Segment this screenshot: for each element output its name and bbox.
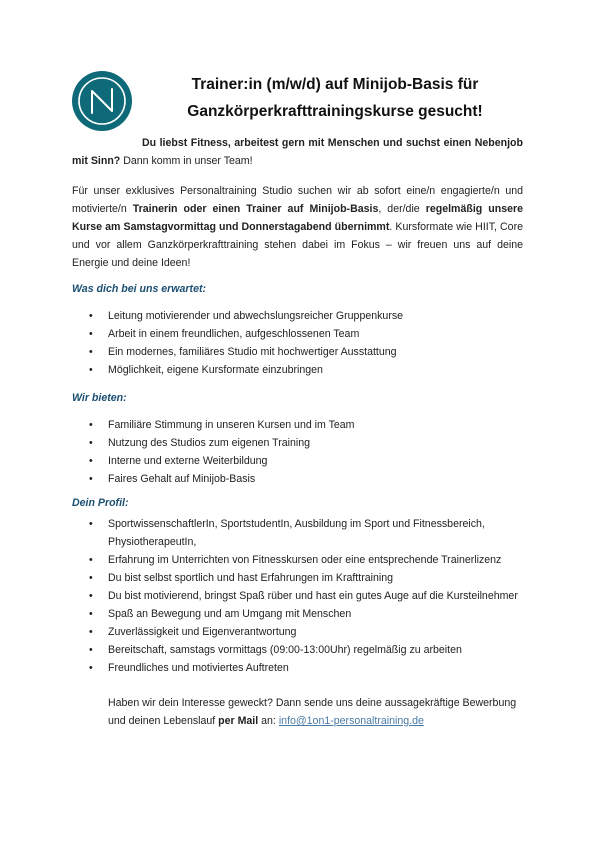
call-to-action <box>108 694 523 730</box>
expectations-list <box>72 307 523 379</box>
list-item <box>72 605 523 623</box>
list-item-text: Nutzung des Studios zum eigenen Training <box>108 437 310 449</box>
description-text-1: Für unser exklusives Personaltraining Studio suchen wir ab sofort eine/n engagierte/n und motivierte/n <box>72 185 523 215</box>
description-bold-2: regelmäßig unsere Kurse am Samstagvormittag und Donnerstagabend übernimmt <box>72 203 523 233</box>
list-item <box>72 641 523 659</box>
intro-bold: Du liebst Fitness, arbeitest gern mit Menschen und suchst einen Nebenjob mit Sinn? <box>72 137 523 167</box>
description-text-2: , der/die <box>378 203 426 215</box>
list-item-text: Zuverlässigkeit und Eigenverantwortung <box>108 626 297 638</box>
list-item <box>72 470 523 488</box>
list-item-text: Du bist selbst sportlich und hast Erfahrungen im Krafttraining <box>108 572 393 584</box>
list-item-text: Arbeit in einem freundlichen, aufgeschlossenen Team <box>108 328 360 340</box>
list-item <box>72 361 523 379</box>
bullet-icon: • <box>89 419 93 431</box>
list-item-text: Faires Gehalt auf Minijob-Basis <box>108 473 256 485</box>
bullet-icon: • <box>89 473 93 485</box>
bullet-icon: • <box>89 455 93 467</box>
section-heading-offer: Wir bieten: <box>72 392 127 404</box>
list-item-text: Bereitschaft, samstags vormittags (09:00-13:00Uhr) regelmäßig zu arbeiten <box>108 644 462 656</box>
bullet-icon: • <box>89 328 93 340</box>
list-item <box>72 452 523 470</box>
description-paragraph <box>72 182 523 272</box>
cta-bold: per Mail <box>218 715 259 727</box>
list-item <box>72 515 523 551</box>
bullet-icon: • <box>89 346 93 358</box>
bullet-icon: • <box>89 644 93 656</box>
list-item-text: Du bist motivierend, bringst Spaß rüber und hast ein gutes Auge auf die Kursteilnehmer <box>108 590 518 602</box>
list-item <box>72 416 523 434</box>
list-item-text: Freundliches und motiviertes Auftreten <box>108 662 289 674</box>
title-line-2: Ganzkörperkrafttrainingskurse gesucht! <box>187 103 483 120</box>
list-item <box>72 659 523 677</box>
bullet-icon: • <box>89 518 93 530</box>
bullet-icon: • <box>89 310 93 322</box>
bullet-icon: • <box>89 437 93 449</box>
list-item-text: Spaß an Bewegung und am Umgang mit Menschen <box>108 608 352 620</box>
cta-text: Haben wir dein Interesse geweckt? Dann sende uns deine aussagekräftige Bewerbung und deinen Lebenslauf <box>108 697 517 727</box>
offer-list <box>72 416 523 488</box>
list-item-text: Ein modernes, familiäres Studio mit hochwertiger Ausstattung <box>108 346 397 358</box>
bullet-icon: • <box>89 572 93 584</box>
list-item <box>72 434 523 452</box>
intro-paragraph <box>72 134 523 170</box>
profile-list <box>72 515 523 677</box>
list-item-text: SportwissenschaftlerIn, SportstudentIn, Ausbildung im Sport und Fitnessbereich, PhysiotherapeutIn, <box>108 518 485 548</box>
section-heading-expectations: Was dich bei uns erwartet: <box>72 283 207 295</box>
list-item-text: Interne und externe Weiterbildung <box>108 455 268 467</box>
bullet-icon: • <box>89 626 93 638</box>
list-item-text: Leitung motivierender und abwechslungsreicher Gruppenkurse <box>108 310 404 322</box>
email-link[interactable]: info@1on1-personaltraining.de <box>278 715 424 727</box>
list-item <box>72 587 523 605</box>
list-item-text: Möglichkeit, eigene Kursformate einzubringen <box>108 364 323 376</box>
bullet-icon: • <box>89 608 93 620</box>
list-item <box>72 623 523 641</box>
bullet-icon: • <box>89 662 93 674</box>
bullet-icon: • <box>89 590 93 602</box>
n-circle-logo-icon <box>71 70 133 132</box>
list-item <box>72 307 523 325</box>
list-item <box>72 343 523 361</box>
page-title <box>150 71 520 125</box>
list-item <box>72 569 523 587</box>
job-posting-body <box>72 134 523 730</box>
intro-rest: Dann komm in unser Team! <box>120 155 253 167</box>
description-text-3: . Kursformate wie HIIT, Core und vor allem Ganzkörperkrafttraining stehen dabei im Fokus – wir freuen uns auf deine Energie und deine Ideen! <box>72 221 523 269</box>
bullet-icon: • <box>89 364 93 376</box>
section-heading-profile: Dein Profil: <box>72 497 129 509</box>
list-item-text: Familiäre Stimmung in unseren Kursen und im Team <box>108 419 355 431</box>
list-item <box>72 551 523 569</box>
title-line-1: Trainer:in (m/w/d) auf Minijob-Basis für <box>191 76 479 93</box>
list-item-text: Erfahrung im Unterrichten von Fitnesskursen oder eine entsprechende Trainerlizenz <box>108 554 502 566</box>
bullet-icon: • <box>89 554 93 566</box>
cta-after: an: <box>258 715 279 727</box>
list-item <box>72 325 523 343</box>
description-bold-1: Trainerin oder einen Trainer auf Minijob-Basis <box>132 203 379 215</box>
